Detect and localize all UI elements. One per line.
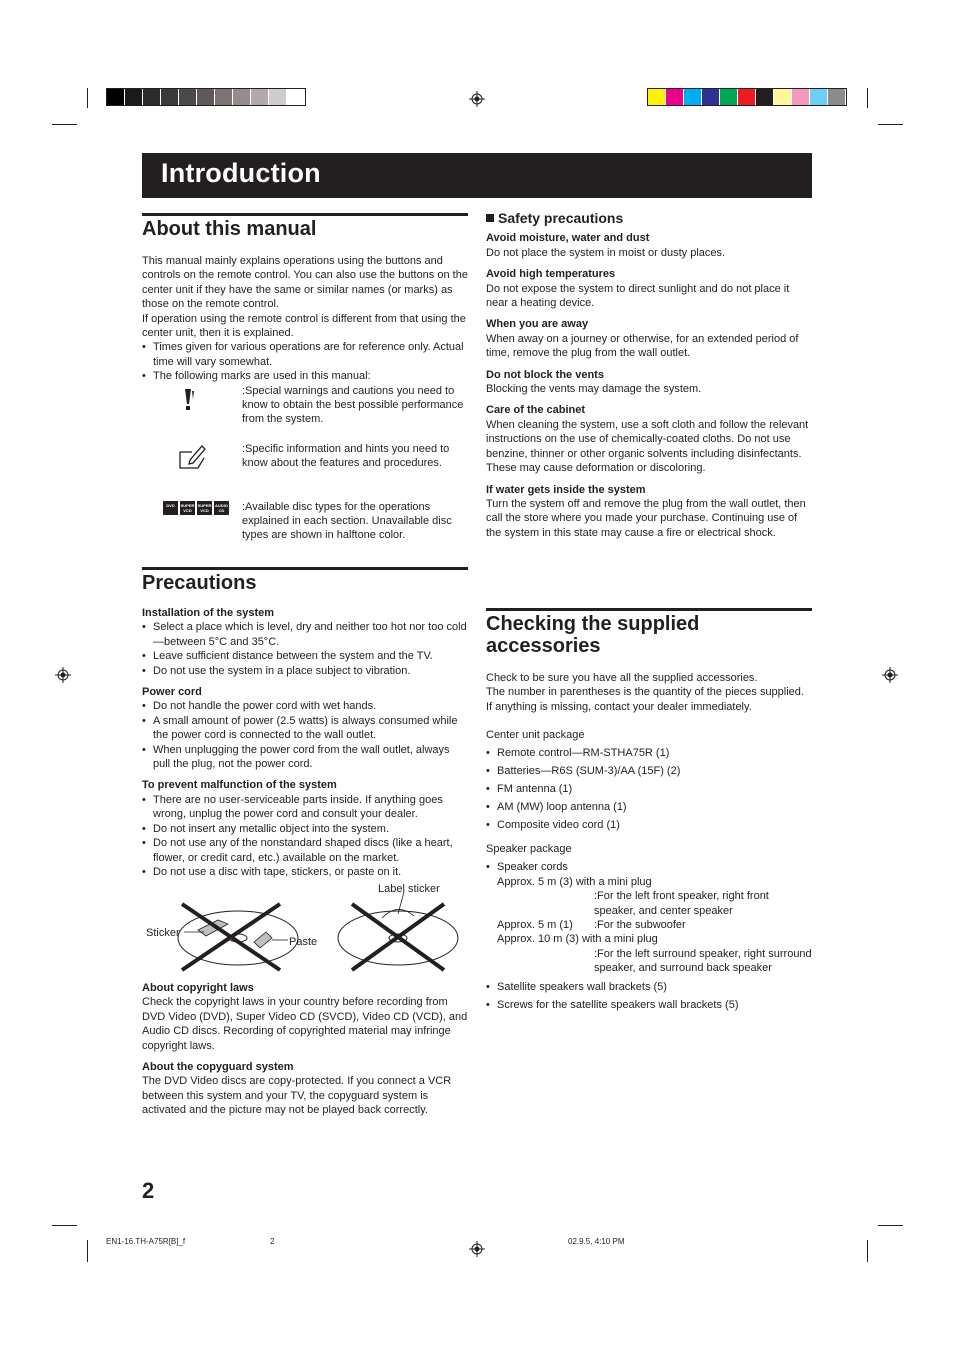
disc-type-icon: SUPER VCD bbox=[180, 502, 195, 513]
list-item: • FM antenna (1) bbox=[486, 782, 812, 796]
color-swatch bbox=[125, 89, 143, 105]
accessories-heading: Checking the supplied accessories bbox=[486, 608, 812, 657]
about-section bbox=[142, 213, 468, 554]
registration-target-icon bbox=[469, 1241, 485, 1257]
color-swatch bbox=[666, 89, 684, 105]
safety-item bbox=[486, 317, 812, 360]
color-swatch bbox=[702, 89, 720, 105]
square-bullet-icon bbox=[486, 214, 494, 222]
safety-item-title: Care of the cabinet bbox=[486, 404, 586, 417]
footer-filename: EN1-16.TH-A75R[B]_f bbox=[106, 1237, 186, 1246]
list-item: • Do not insert any metallic object into the system. bbox=[142, 822, 468, 836]
about-heading: About this manual bbox=[142, 213, 468, 240]
safety-item bbox=[486, 483, 812, 541]
list-item: • A small amount of power (2.5 watts) is always consumed while the power cord is connected to the wall outlet. bbox=[142, 714, 468, 743]
grayscale-bar bbox=[106, 88, 306, 106]
list-item: • Do not use a disc with tape, stickers, or paste on it. bbox=[142, 865, 468, 879]
list-item: • Times given for various operations are for reference only. Actual time will vary somewhat. bbox=[142, 340, 468, 369]
cord-description: :For the subwoofer bbox=[594, 919, 686, 932]
color-swatch bbox=[161, 89, 179, 105]
mark-description: :Available disc types for the operations explained in each section. Unavailable disc types are shown in halftone color. bbox=[242, 500, 452, 542]
subsection-title: To prevent malfunction of the system bbox=[142, 779, 337, 792]
registration-target-icon bbox=[882, 667, 898, 683]
list-item: • There are no user-serviceable parts inside. If anything goes wrong, unplug the power cord and consult your dealer. bbox=[142, 793, 468, 822]
safety-item bbox=[486, 267, 812, 310]
speaker-list bbox=[486, 860, 812, 1012]
accessories-intro: Check to be sure you have all the supplied accessories. bbox=[486, 672, 758, 684]
precautions-heading: Precautions bbox=[142, 567, 468, 594]
page-number: 2 bbox=[142, 1178, 155, 1203]
color-swatch bbox=[215, 89, 233, 105]
color-swatch bbox=[828, 89, 846, 105]
copyright-section bbox=[142, 981, 468, 1118]
list-item: • Speaker cords Approx. 5 m (3) with a mini plug :For the left front speaker, right front speaker, and center speaker Approx. 5 m (1) :For the subwoofer Approx. 10 m (3) with a mini plug :For the left surround speaker, right surround speaker, and surround back speaker bbox=[486, 860, 812, 975]
list-item: • When unplugging the power cord from the wall outlet, always pull the plug, not the power cord. bbox=[142, 743, 468, 772]
color-swatch bbox=[738, 89, 756, 105]
color-swatch bbox=[251, 89, 269, 105]
safety-item-text: Do not place the system in moist or dusty places. bbox=[486, 246, 726, 259]
disc-type-icons bbox=[163, 501, 229, 515]
safety-item-text: Do not expose the system to direct sunlight and do not place it near a heating device. bbox=[486, 282, 790, 310]
safety-item-title: Do not block the vents bbox=[486, 368, 604, 381]
disc-type-icon: AUDIO CD bbox=[215, 502, 228, 513]
color-swatch bbox=[792, 89, 810, 105]
safety-item bbox=[486, 403, 812, 475]
disc-type-icon: DVD bbox=[163, 501, 178, 515]
color-swatch bbox=[648, 89, 666, 105]
registration-target-icon bbox=[55, 667, 71, 683]
safety-heading: Safety precautions bbox=[486, 211, 812, 225]
subsection-title: About the copyguard system bbox=[142, 1061, 294, 1074]
about-paragraph: If operation using the remote control is different from that using the center unit, then it is explained. bbox=[142, 312, 466, 340]
color-swatch bbox=[720, 89, 738, 105]
list-item: • The following marks are used in this manual: bbox=[142, 369, 468, 383]
disc-type-icon: SUPER VCD bbox=[197, 502, 212, 513]
list-item: • Do not use any of the nonstandard shaped discs (like a heart, flower, or credit card, etc.) available on the market. bbox=[142, 836, 468, 865]
list-item: • Do not handle the power cord with wet hands. bbox=[142, 699, 468, 713]
safety-list bbox=[486, 231, 812, 540]
color-swatch bbox=[197, 89, 215, 105]
color-swatch bbox=[756, 89, 774, 105]
color-swatch bbox=[774, 89, 792, 105]
accessories-section bbox=[486, 608, 812, 1013]
install-list bbox=[142, 620, 468, 678]
crop-mark bbox=[87, 88, 88, 108]
color-swatch bbox=[269, 89, 287, 105]
center-unit-list bbox=[486, 746, 812, 832]
caution-icon bbox=[182, 388, 196, 412]
safety-item-text: When away on a journey or otherwise, for an extended period of time, remove the plug from the wall outlet. bbox=[486, 332, 799, 360]
about-paragraph: This manual mainly explains operations using the buttons and controls on the remote control. You can also use the buttons on the center unit if they have the same or similar names (or marks) as those on the remote control. bbox=[142, 255, 468, 311]
footer-date: 02.9.5, 4:10 PM bbox=[568, 1237, 625, 1246]
figure-label: Paste bbox=[289, 936, 318, 948]
safety-item bbox=[486, 368, 812, 397]
cord-description: :For the left surround speaker, right surround speaker, and surround back speaker bbox=[594, 947, 812, 975]
precautions-section bbox=[142, 567, 468, 879]
accessories-intro: The number in parentheses is the quantity of the pieces supplied. bbox=[486, 686, 804, 699]
crop-mark bbox=[52, 1225, 77, 1226]
footer-sheet: 2 bbox=[270, 1237, 275, 1246]
safety-item-title: Avoid high temperatures bbox=[486, 268, 616, 281]
figure-label: Sticker bbox=[146, 927, 180, 939]
safety-item-text: When cleaning the system, use a soft cloth and follow the relevant instructions on the use of chemically-coated cloths. Do not use benzine, thinner or other organic solvents including disinfectants. These may cause deformation or discoloring. bbox=[486, 418, 809, 475]
power-list bbox=[142, 699, 468, 771]
crop-mark bbox=[867, 88, 868, 108]
accessories-intro: If anything is missing, contact your dealer immediately. bbox=[486, 700, 752, 713]
safety-item-title: When you are away bbox=[486, 318, 589, 331]
crop-mark bbox=[867, 1240, 868, 1262]
list-item: • Satellite speakers wall brackets (5) bbox=[486, 980, 812, 994]
color-swatch bbox=[810, 89, 828, 105]
list-item: • Batteries—R6S (SUM-3)/AA (15F) (2) bbox=[486, 764, 812, 778]
subsection-title: Installation of the system bbox=[142, 607, 275, 619]
crop-mark bbox=[87, 1240, 88, 1262]
figure-label: Label sticker bbox=[378, 883, 440, 895]
list-item: • Composite video cord (1) bbox=[486, 818, 812, 832]
safety-item-text: Turn the system off and remove the plug from the wall outlet, then call the store where you made your purchase. Continuing use of the system in this state may cause a fire or electrical shock. bbox=[486, 497, 806, 539]
color-swatch bbox=[179, 89, 197, 105]
subsection-title: Speaker package bbox=[486, 843, 572, 856]
safety-section bbox=[486, 211, 812, 540]
page-title: Introduction bbox=[161, 158, 321, 188]
malfunction-list bbox=[142, 793, 468, 879]
crop-mark bbox=[878, 124, 903, 125]
registration-target-icon bbox=[469, 91, 485, 107]
disc-figure bbox=[142, 880, 468, 975]
cord-description: :For the left front speaker, right front speaker, and center speaker bbox=[594, 890, 769, 917]
subsection-title: Power cord bbox=[142, 686, 202, 699]
page-title-band bbox=[142, 153, 812, 198]
note-hint-icon bbox=[178, 444, 208, 470]
mark-description: :Special warnings and cautions you need to know to obtain the best possible performance from the system. bbox=[242, 384, 464, 426]
list-item: • Leave sufficient distance between the system and the TV. bbox=[142, 649, 468, 663]
color-swatch bbox=[684, 89, 702, 105]
crop-mark bbox=[52, 124, 77, 125]
copyguard-text: The DVD Video discs are copy-protected. If you connect a VCR between this system and your TV, the copyguard system is activated and the picture may not be played back correctly. bbox=[142, 1075, 452, 1117]
safety-item bbox=[486, 231, 812, 260]
copyright-text: Check the copyright laws in your country before recording from DVD Video (DVD), Super Video CD (SVCD), Video CD (VCD), and Audio CD discs. Recording of copyrighted material may infringe copyright laws. bbox=[142, 996, 468, 1052]
list-item: • AM (MW) loop antenna (1) bbox=[486, 800, 812, 814]
safety-item-title: Avoid moisture, water and dust bbox=[486, 232, 650, 245]
color-bar bbox=[647, 88, 847, 106]
list-item: • Select a place which is level, dry and neither too hot nor too cold—between 5°C and 35°C. bbox=[142, 620, 468, 649]
color-swatch bbox=[287, 89, 305, 105]
subsection-title: About copyright laws bbox=[142, 982, 254, 994]
subsection-title: Center unit package bbox=[486, 729, 585, 742]
list-item: • Do not use the system in a place subject to vibration. bbox=[142, 664, 468, 678]
safety-item-text: Blocking the vents may damage the system. bbox=[486, 383, 702, 396]
mark-description: :Specific information and hints you need to know about the features and procedures. bbox=[242, 442, 450, 470]
list-item: • Screws for the satellite speakers wall brackets (5) bbox=[486, 998, 812, 1012]
color-swatch bbox=[143, 89, 161, 105]
safety-item-title: If water gets inside the system bbox=[486, 483, 646, 496]
list-item: • Remote control—RM-STHA75R (1) bbox=[486, 746, 812, 760]
crop-mark bbox=[878, 1225, 903, 1226]
color-swatch bbox=[233, 89, 251, 105]
color-swatch bbox=[107, 89, 125, 105]
